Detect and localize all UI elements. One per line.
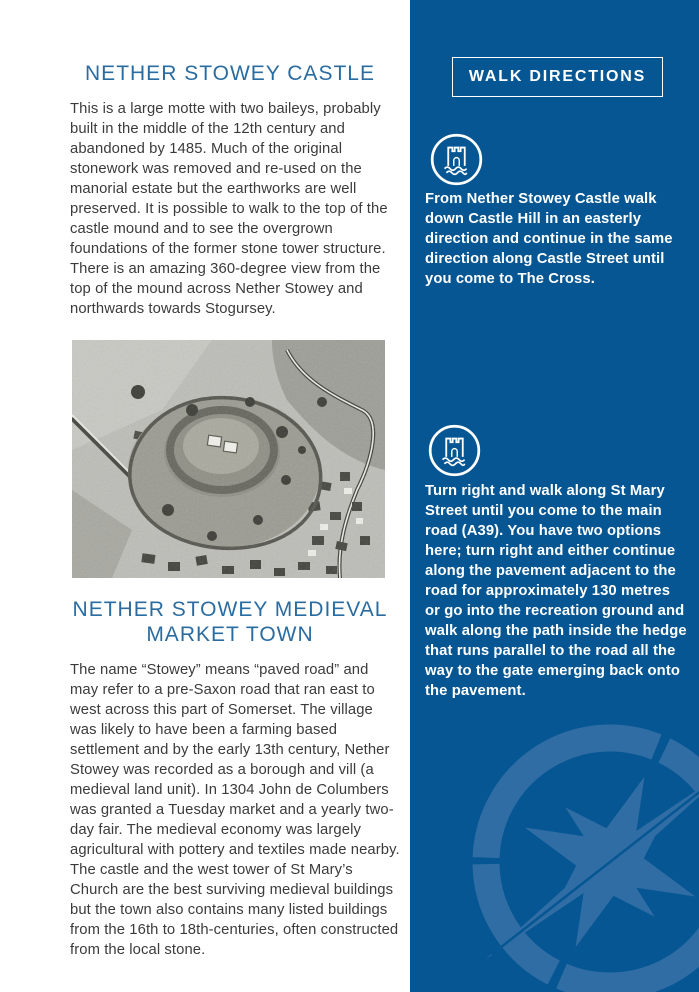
market-town-paragraph: The name “Stowey” means “paved road” and may refer to a pre-Saxon road that ran east to west across this part of Somerset. The village was likely to have been a farming based settlement and by the early 13th century, Nether Stowey was recorded as a borough and vill (a medieval land unit). In 1304 John de Columbers was granted a Tuesday market and a yearly two-day fair. The medieval economy was largely agricultural with pottery and textiles made nearby. The castle and the west tower of St Mary’s Church are the best surviving medieval buildings but the town also contains many listed buildings from the 16th to 18th-centuries, often constructed from the local stone. — [70, 662, 400, 958]
compass-rose-icon — [440, 697, 699, 992]
direction-step-2: Turn right and walk along St Mary Street until you come to the main road (A39). You have two options here; turn right and either continue along the pavement adjacent to the road for approximately 130 metres or go into the recreation ground and walk along the path inside the hedge that runs parallel to the road all the way to the gate emerging back onto the pavement. — [425, 483, 687, 699]
castle-waves-badge-icon — [429, 132, 484, 187]
castle-intro-paragraph: This is a large motte with two baileys, probably built in the middle of the 12th century and abandoned by 1485. Much of the original stonework was removed and re-used on the manorial estate but the earthworks are well preserved. It is possible to walk to the top of the castle mound and to see the overgrown foundations of the former stone tower structure. There is an amazing 360-degree view from the top of the mound across Nether Stowey and northwards towards Stogursey. — [70, 101, 388, 317]
page-title: NETHER STOWEY CASTLE — [85, 62, 375, 85]
aerial-photo-castle-motte — [72, 340, 385, 578]
walk-directions-header-box — [452, 57, 663, 97]
aerial-photo-illustration — [72, 340, 385, 578]
castle-waves-badge-icon — [427, 423, 482, 478]
market-town-heading: NETHER STOWEY MEDIEVAL MARKET TOWN — [72, 598, 388, 647]
walk-directions-panel — [410, 0, 699, 992]
walk-directions-label: WALK DIRECTIONS — [468, 68, 647, 85]
direction-step-1: From Nether Stowey Castle walk down Castle Hill in an easterly direction and continue in the same direction along Castle Street until you come to The Cross. — [425, 191, 673, 287]
